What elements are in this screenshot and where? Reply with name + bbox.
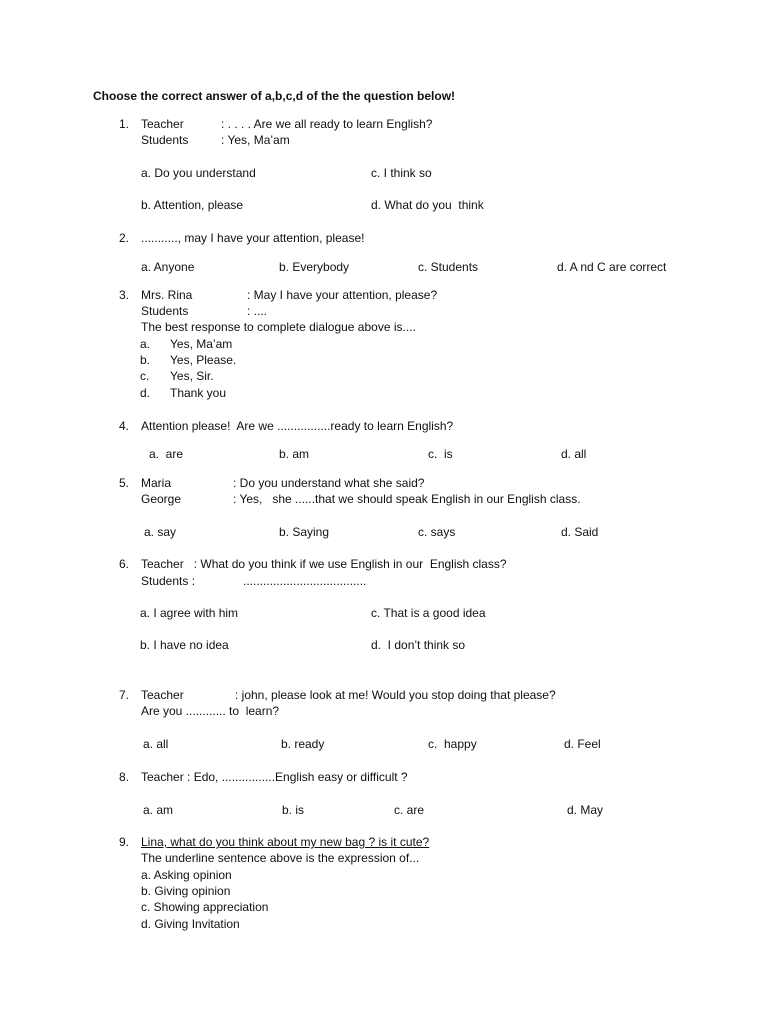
question-text: Attention please! Are we ................ready to learn English?: [141, 419, 454, 433]
dialogue-line: : Yes, she ......that we should speak English in our English class.: [233, 492, 581, 506]
question-number: 8.: [119, 770, 130, 784]
option-b[interactable]: b. Attention, please: [141, 198, 244, 212]
instruction: Choose the correct answer of a,b,c,d of the the question below!: [93, 89, 456, 103]
speaker: Mrs. Rina: [141, 288, 193, 302]
dialogue-line: : May I have your attention, please?: [247, 288, 438, 302]
speaker: Teacher: [141, 688, 184, 702]
option-letter: d.: [140, 386, 151, 400]
option-a[interactable]: a. Anyone: [141, 260, 195, 274]
dialogue-line: : Yes, Ma’am: [221, 133, 290, 147]
option-a[interactable]: a. all: [143, 737, 169, 751]
speaker: Maria: [141, 476, 172, 490]
option-c[interactable]: c. Students: [418, 260, 479, 274]
option-d[interactable]: d. Said: [561, 525, 599, 539]
option-d[interactable]: d. A nd C are correct: [557, 260, 667, 274]
question-prompt: The underline sentence above is the expression of...: [141, 851, 420, 865]
question-number: 9.: [119, 835, 130, 849]
option-d[interactable]: d. I don’t think so: [371, 638, 466, 652]
option-d[interactable]: d. Feel: [564, 737, 601, 751]
answer-blank: .....................................: [243, 574, 367, 588]
question-number: 5.: [119, 476, 130, 490]
option-c[interactable]: c. is: [428, 447, 453, 461]
option-letter: a.: [140, 337, 151, 351]
option-a[interactable]: a. say: [144, 525, 177, 539]
option-b[interactable]: b. I have no idea: [140, 638, 229, 652]
option-b[interactable]: Yes, Please.: [170, 353, 237, 367]
option-b[interactable]: b. Everybody: [279, 260, 350, 274]
option-c[interactable]: c. Showing appreciation: [141, 900, 269, 914]
option-a[interactable]: a. Do you understand: [141, 166, 256, 180]
dialogue-line: : john, please look at me! Would you stop doing that please?: [235, 688, 556, 702]
option-a[interactable]: a. am: [143, 803, 174, 817]
dialogue-line: : ....: [247, 304, 268, 318]
question-text: Teacher : Edo, ................English easy or difficult ?: [141, 770, 408, 784]
option-a[interactable]: Yes, Ma’am: [170, 337, 233, 351]
dialogue-line: Teacher : What do you think if we use English in our English class?: [141, 557, 507, 571]
question-number: 6.: [119, 557, 130, 571]
option-letter: c.: [140, 369, 150, 383]
question-number: 4.: [119, 419, 130, 433]
option-d[interactable]: d. What do you think: [371, 198, 484, 212]
question-number: 2.: [119, 231, 130, 245]
question-prompt: The best response to complete dialogue above is....: [141, 320, 416, 334]
question-text: ..........., may I have your attention, please!: [141, 231, 365, 245]
option-d[interactable]: d. all: [561, 447, 587, 461]
option-b[interactable]: b. ready: [281, 737, 325, 751]
option-b[interactable]: b. Saying: [279, 525, 330, 539]
question-number: 3.: [119, 288, 130, 302]
option-d[interactable]: d. Giving Invitation: [141, 917, 240, 931]
dialogue-line: Are you ............ to learn?: [141, 704, 280, 718]
speaker: Students: [141, 304, 189, 318]
speaker: George: [141, 492, 182, 506]
option-a[interactable]: a. are: [149, 447, 184, 461]
dialogue-line: : Do you understand what she said?: [233, 476, 425, 490]
option-b[interactable]: b. am: [279, 447, 310, 461]
option-c[interactable]: Yes, Sir.: [170, 369, 214, 383]
speaker: Teacher: [141, 117, 184, 131]
option-letter: b.: [140, 353, 151, 367]
option-c[interactable]: c. says: [418, 525, 456, 539]
speaker: Students :: [141, 574, 196, 588]
option-b[interactable]: b. is: [282, 803, 305, 817]
option-d[interactable]: d. May: [567, 803, 604, 817]
option-b[interactable]: b. Giving opinion: [141, 884, 231, 898]
underlined-sentence: Lina, what do you think about my new bag ? is it cute?: [141, 835, 430, 849]
dialogue-line: : . . . . Are we all ready to learn English?: [221, 117, 433, 131]
option-d[interactable]: Thank you: [170, 386, 227, 400]
option-c[interactable]: c. are: [394, 803, 425, 817]
option-a[interactable]: a. Asking opinion: [141, 868, 232, 882]
option-c[interactable]: c. That is a good idea: [371, 606, 486, 620]
option-c[interactable]: c. happy: [428, 737, 477, 751]
speaker: Students: [141, 133, 189, 147]
option-a[interactable]: a. I agree with him: [140, 606, 239, 620]
question-number: 1.: [119, 117, 130, 131]
option-c[interactable]: c. I think so: [371, 166, 432, 180]
question-number: 7.: [119, 688, 130, 702]
